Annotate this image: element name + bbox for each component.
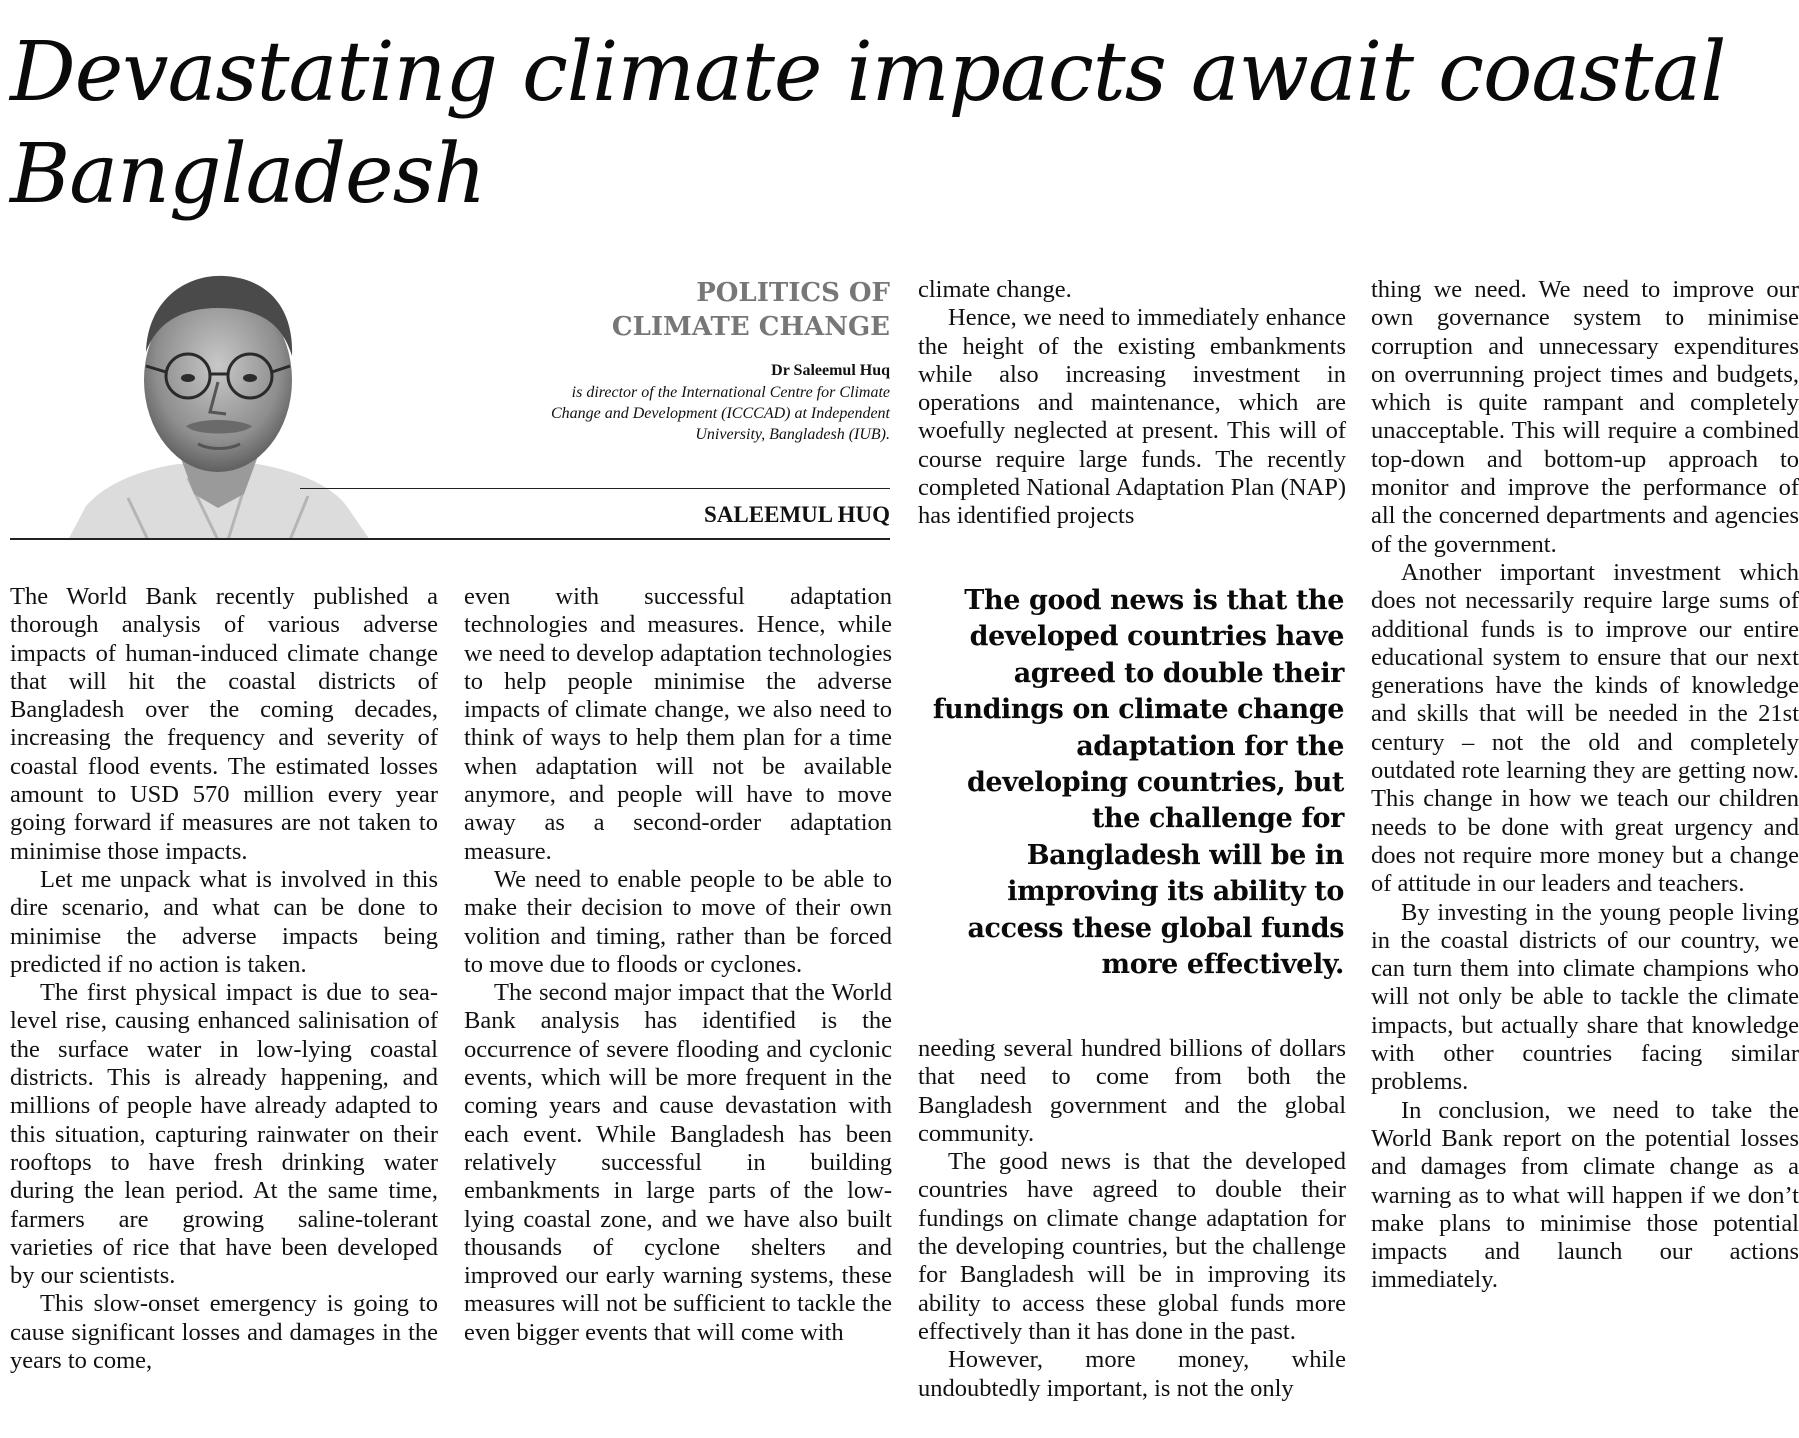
column-4 (1371, 276, 1799, 1295)
paragraph: needing several hundred billions of dollars that need to come from both the Bangladesh government and the global community. (918, 1035, 1346, 1147)
paragraph: thing we need. We need to improve our own governance system to minimise corruption and unnecessary expenditures on overrunning project times and budgets, which is quite rampant and completely unacceptable. This will require a combined top-down and bottom-up approach to monitor and improve the performance of all the concerned departments and agencies of the government. (1371, 276, 1799, 558)
column-3-bottom (918, 1035, 1346, 1403)
divider (300, 488, 890, 489)
paragraph: This slow-onset emergency is going to cause significant losses and damages in the years to come, (10, 1290, 438, 1375)
author-bio: is director of the International Centre for Climate Change and Development (ICCCAD) at Independent University, Bangladesh (IUB). (550, 384, 890, 443)
byline-block (10, 268, 890, 540)
paragraph: In conclusion, we need to take the World Bank report on the potential losses and damages from climate change as a warning as to what will happen if we don’t make plans to minimise those potential impacts and launch our actions immediately. (1371, 1096, 1799, 1294)
paragraph: The World Bank recently published a thorough analysis of various adverse impacts of human-induced climate change that will hit the coastal districts of Bangladesh over the coming decades, increasing the frequency and severity of coastal flood events. The estimated losses amount to USD 570 million every year going forward if measures are not taken to minimise those impacts. (10, 583, 438, 865)
paragraph: The good news is that the developed countries have agreed to double their fundings on climate change adaptation for the developing countries, but the challenge for Bangladesh will be in improving its ability to access these global funds more effectively than it has done in the past. (918, 1148, 1346, 1345)
column-tag-line: POLITICS OF (696, 278, 890, 308)
paragraph: Another important investment which does not necessarily require large sums of additional funds is to improve our entire educational system to ensure that our next generations have the kinds of knowledge and skills that will be needed in the 21st century – not the old and completely outdated rote learning they are getting now. This change in how we teach our children needs to be done with great urgency and does not require more money but a change of attitude in our leaders and teachers. (1371, 558, 1799, 898)
paragraph: climate change. (918, 276, 1072, 303)
paragraph: even with successful adaptation technologies and measures. Hence, while we need to develop adaptation technologies to help people minimise the adverse impacts of climate change, we also need to think of ways to help them plan for a time when adaptation will not be available anymore, and people will have to move away as a second-order adaptation measure. (464, 583, 892, 865)
divider (10, 538, 890, 540)
column-3-top (918, 276, 1346, 531)
author-portrait (68, 268, 370, 540)
column-tag (612, 276, 890, 344)
column-2 (464, 583, 892, 1347)
pull-quote: The good news is that the developed countries have agreed to double their fundings on climate change adaptation for the developing countries, but the challenge for Bangladesh will be in improving its ability to access these global funds more effectively. (932, 585, 1344, 981)
paragraph: Hence, we need to immediately enhance the height of the existing embankments while also increasing investment in operations and maintenance, which are woefully neglected at present. This will of course require large funds. The recently completed National Adaptation Plan (NAP) has identified projects (918, 304, 1346, 530)
paragraph: Let me unpack what is involved in this dire scenario, and what can be done to minimise the adverse impacts being predicted if no action is taken. (10, 865, 438, 978)
paragraph: We need to enable people to be able to make their decision to move of their own volition and timing, rather than be forced to move due to floods or cyclones. (464, 865, 892, 978)
column-tag-line: CLIMATE CHANGE (611, 312, 890, 342)
paragraph: By investing in the young people living in the coastal districts of our country, we can turn them into climate champions who will not only be able to tackle the climate impacts, but actually share that knowledge with other countries facing similar problems. (1371, 898, 1799, 1096)
paragraph: However, more money, while undoubtedly important, is not the only (918, 1346, 1346, 1402)
headline: Devastating climate impacts await coastal Bangladesh (10, 25, 1726, 222)
byline: SALEEMUL HUQ (704, 502, 890, 527)
column-1 (10, 583, 438, 1375)
paragraph: The first physical impact is due to sea-level rise, causing enhanced salinisation of the surface water in low-lying coastal districts. This is already happening, and millions of people have already adapted to this situation, capturing rainwater on their rooftops to have fresh drinking water during the lean period. At the same time, farmers are growing saline-tolerant varieties of rice that have been developed by our scientists. (10, 979, 438, 1290)
paragraph: The second major impact that the World Bank analysis has identified is the occurrence of severe flooding and cyclonic events, which will be more frequent in the coming years and cause devastation with each event. While Bangladesh has been relatively successful in building embankments in large parts of the low-lying coastal zone, and we have also built thousands of cyclone shelters and improved our early warning systems, these measures will not be sufficient to tackle the even bigger events that will come with (464, 979, 892, 1346)
author-name: Dr Saleemul Huq (771, 362, 890, 379)
